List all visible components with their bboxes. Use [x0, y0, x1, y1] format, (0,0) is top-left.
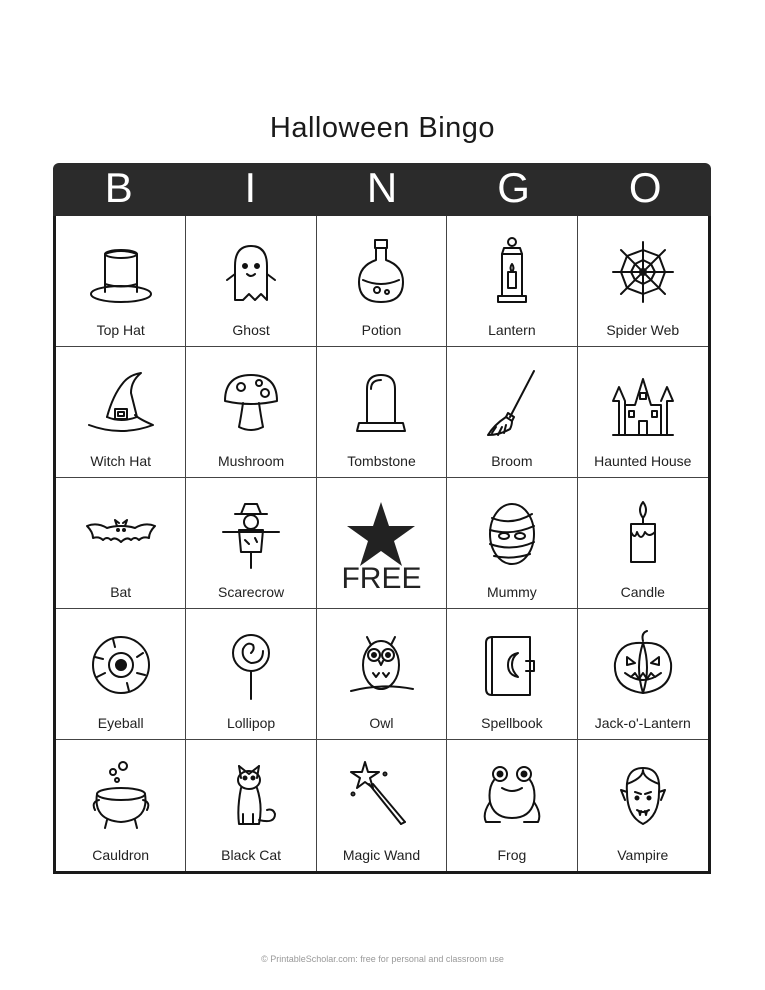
bingo-cell-free[interactable] — [317, 478, 447, 609]
magic-wand-icon — [343, 758, 419, 834]
witch-hat-icon — [83, 365, 159, 441]
bingo-cell-candle[interactable] — [578, 478, 708, 609]
cell-label: Jack-o'-Lantern — [594, 715, 691, 731]
bingo-cell-broom[interactable] — [447, 347, 577, 478]
cell-label: Frog — [497, 847, 527, 863]
header-letter-i: I — [244, 164, 257, 211]
cell-label: Spider Web — [606, 322, 680, 338]
bingo-cell-lantern[interactable] — [447, 216, 577, 347]
bingo-cell-bat[interactable] — [56, 478, 186, 609]
bingo-cell-cauldron[interactable] — [56, 740, 186, 871]
ghost-icon — [213, 234, 289, 310]
bat-icon — [83, 496, 159, 572]
bingo-cell-lollipop[interactable] — [186, 609, 316, 740]
cell-label: Potion — [361, 322, 402, 338]
cauldron-icon — [83, 758, 159, 834]
bingo-cell-spider-web[interactable] — [578, 216, 708, 347]
cell-label: Magic Wand — [342, 847, 421, 863]
cell-label: Ghost — [232, 322, 270, 338]
scarecrow-icon — [213, 496, 289, 572]
cell-label: Mushroom — [218, 453, 285, 469]
top-hat-icon — [83, 234, 159, 310]
bingo-cell-tombstone[interactable] — [317, 347, 447, 478]
header-letter-b: B — [104, 164, 133, 211]
bingo-cell-mummy[interactable] — [447, 478, 577, 609]
page-title: Halloween Bingo — [269, 112, 496, 144]
cell-label: Candle — [620, 584, 665, 600]
bingo-cell-haunted-house[interactable] — [578, 347, 708, 478]
cell-label: Spellbook — [481, 715, 543, 731]
tombstone-icon — [343, 365, 419, 441]
bingo-cell-magic-wand[interactable] — [317, 740, 447, 871]
bingo-cell-owl[interactable] — [317, 609, 447, 740]
bingo-cell-top-hat[interactable] — [56, 216, 186, 347]
cell-label: Lollipop — [226, 715, 276, 731]
candle-icon — [605, 496, 681, 572]
broom-icon — [474, 365, 550, 441]
bingo-card — [53, 163, 711, 874]
bingo-cell-frog[interactable] — [447, 740, 577, 871]
cell-label: Bat — [110, 584, 132, 600]
vampire-icon — [605, 758, 681, 834]
footer-credit: © PrintableScholar.com: free for personal and classroom use — [261, 954, 504, 964]
bingo-cell-mushroom[interactable] — [186, 347, 316, 478]
bingo-cell-black-cat[interactable] — [186, 740, 316, 871]
frog-icon — [474, 758, 550, 834]
cell-label: Broom — [491, 453, 533, 469]
bingo-cell-vampire[interactable] — [578, 740, 708, 871]
bingo-cell-eyeball[interactable] — [56, 609, 186, 740]
jack-o-lantern-icon — [605, 627, 681, 703]
cell-label: Vampire — [617, 847, 669, 863]
star-icon — [343, 496, 419, 572]
header-letter-o: O — [628, 164, 662, 211]
header-letter-g: G — [497, 164, 530, 211]
owl-icon — [343, 627, 419, 703]
cell-label: Witch Hat — [90, 453, 152, 469]
bingo-cell-jack-o-lantern[interactable] — [578, 609, 708, 740]
mummy-icon — [474, 496, 550, 572]
bingo-cell-potion[interactable] — [317, 216, 447, 347]
cell-label: Scarecrow — [218, 584, 285, 600]
bingo-cell-ghost[interactable] — [186, 216, 316, 347]
haunted-house-icon — [605, 365, 681, 441]
eyeball-icon — [83, 627, 159, 703]
potion-icon — [343, 234, 419, 310]
cell-label: Black Cat — [221, 847, 282, 863]
cell-label: Eyeball — [97, 715, 144, 731]
cell-label: Top Hat — [96, 322, 145, 338]
cell-label: Mummy — [487, 584, 537, 600]
mushroom-icon — [213, 365, 289, 441]
lollipop-icon — [213, 627, 289, 703]
cell-label: Tombstone — [347, 453, 416, 469]
lantern-icon — [474, 234, 550, 310]
bingo-cell-witch-hat[interactable] — [56, 347, 186, 478]
black-cat-icon — [213, 758, 289, 834]
bingo-cell-scarecrow[interactable] — [186, 478, 316, 609]
spellbook-icon — [474, 627, 550, 703]
bingo-grid — [53, 216, 711, 874]
cell-label: Lantern — [488, 322, 536, 338]
spider-web-icon — [605, 234, 681, 310]
bingo-cell-spellbook[interactable] — [447, 609, 577, 740]
free-space-label: FREE — [341, 562, 422, 595]
cell-label: Owl — [369, 715, 394, 731]
bingo-header — [53, 163, 711, 216]
cell-label: Haunted House — [594, 453, 692, 469]
cell-label: Cauldron — [92, 847, 150, 863]
header-letter-n: N — [366, 164, 398, 211]
